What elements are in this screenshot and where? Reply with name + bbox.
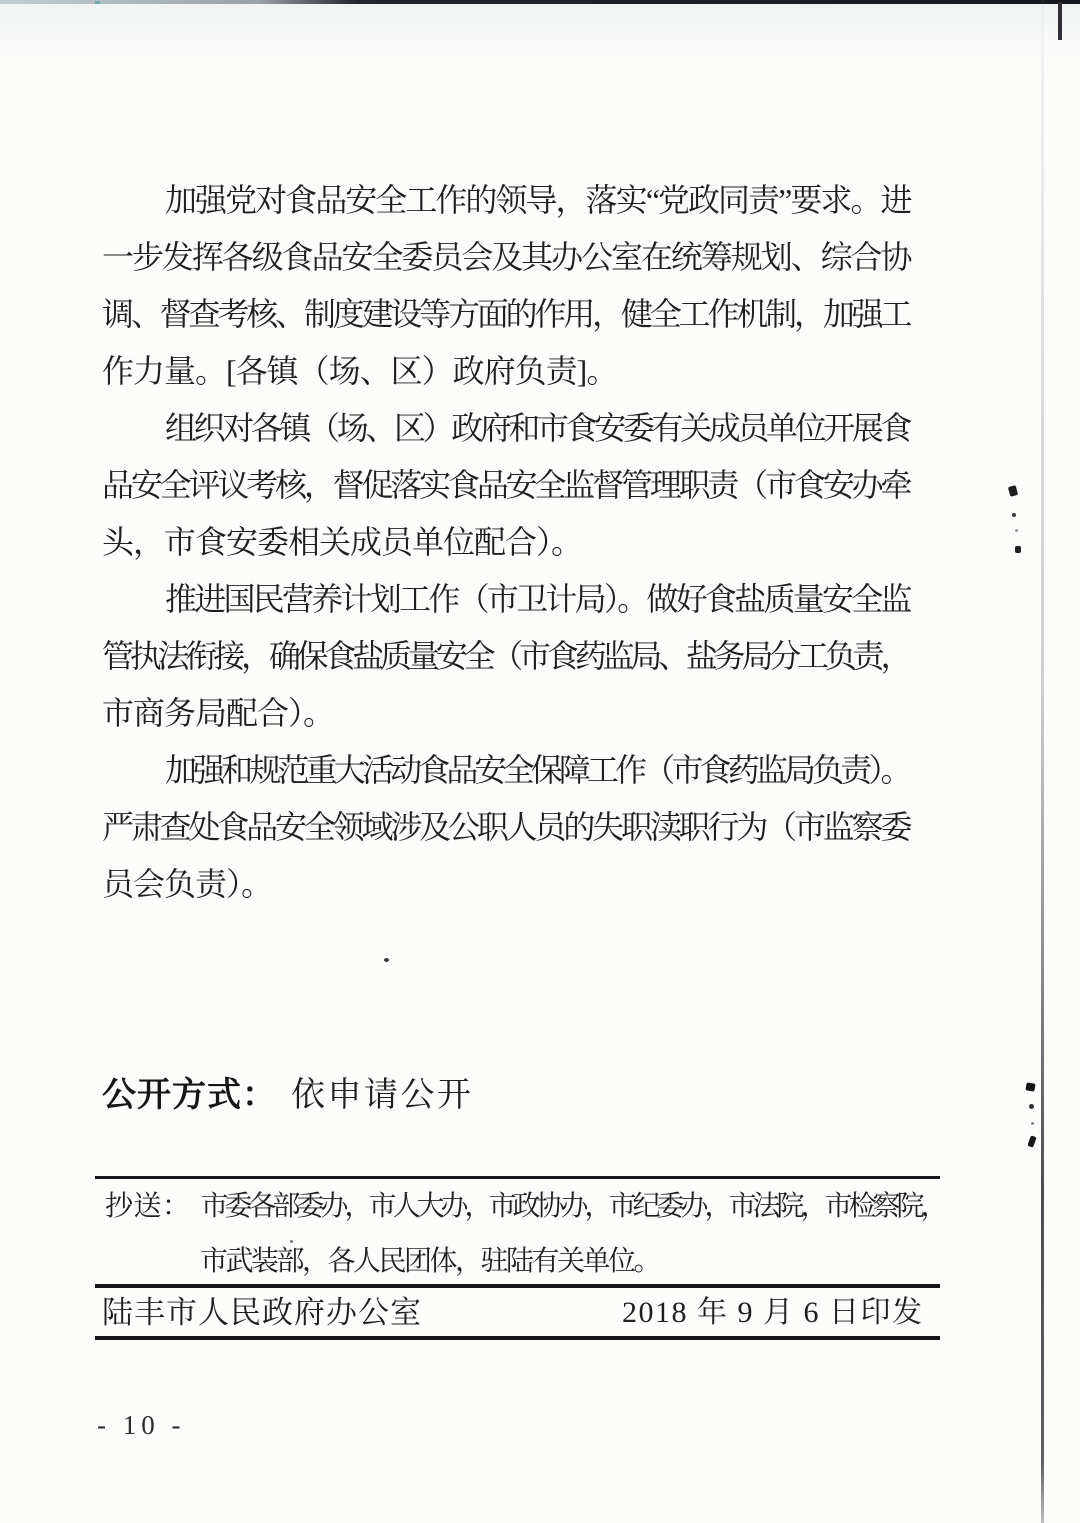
body-line: 加强和规范重大活动食品安全保障工作（市食药监局负责）。 (165, 752, 908, 788)
scan-speck (1027, 1135, 1036, 1147)
page-number: - 10 - (97, 1410, 186, 1440)
disclosure-method-row (102, 1075, 474, 1117)
cc-recipients-1: 市委各部委办，市人大办，市政协办，市纪委办，市法院，市检察院， (200, 1191, 945, 1222)
scan-speck (1015, 546, 1021, 553)
scan-speck (1025, 1082, 1035, 1091)
body-line: 一步发挥各级食品安全委员会及其办公室在统筹规划、综合协 (102, 239, 908, 275)
body-line: 品安全评议考核，督促落实食品安全监督管理职责（市食安办牵 (102, 467, 908, 503)
body-line: 组织对各镇（场、区）政府和市食安委有关成员单位开展食 (165, 410, 908, 446)
body-line: 市商务局配合）。 (102, 695, 335, 731)
scan-speck (1012, 513, 1016, 517)
footer-divider-middle (95, 1284, 940, 1288)
scan-speck (1029, 1104, 1034, 1109)
body-line: 管执法衔接，确保食盐质量安全（市食药监局、盐务局分工负责， (102, 638, 908, 674)
body-line: 严肃查处食品安全领域涉及公职人员的失职渎职行为（市监察委 (102, 809, 908, 845)
paragraph (102, 571, 908, 742)
scan-speck (1058, 2, 1062, 40)
scan-speck (1015, 529, 1018, 532)
body-line: 加强党对食品安全工作的领导，落实“党政同责”要求。进 (165, 182, 908, 218)
scan-speck (1008, 485, 1018, 497)
body-text (102, 172, 908, 913)
body-line: 推进国民营养计划工作（市卫计局）。做好食盐质量安全监 (165, 581, 908, 617)
scan-vertical-line (1041, 0, 1044, 1523)
cc-line-2: 市武装部，各人民团体，驻陆有关单位。 (200, 1246, 660, 1277)
body-line: 调、督查考核、制度建设等方面的作用，健全工作机制，加强工 (102, 296, 908, 332)
scan-top-edge (0, 0, 1080, 4)
disclosure-value: 依申请公开 (291, 1077, 474, 1114)
paragraph (102, 742, 908, 913)
body-line: 作力量。[各镇（场、区）政府负责]。 (102, 353, 618, 389)
scan-speck (384, 958, 389, 962)
cc-label: 抄送： (105, 1191, 191, 1222)
body-line: 头，市食安委相关成员单位配合）。 (102, 524, 583, 560)
disclosure-label: 公开方式： (102, 1077, 277, 1114)
scan-speck (1031, 1122, 1034, 1125)
paragraph (102, 172, 908, 400)
cc-line-1 (105, 1186, 945, 1228)
footer-divider-bottom (95, 1336, 940, 1340)
body-line: 员会负责）。 (102, 866, 273, 902)
paragraph (102, 400, 908, 571)
publisher-name: 陆丰市人民政府办公室 (102, 1295, 422, 1330)
print-date: 2018 年 9 月 6 日印发 (622, 1296, 924, 1329)
footer-divider-top (95, 1176, 940, 1179)
